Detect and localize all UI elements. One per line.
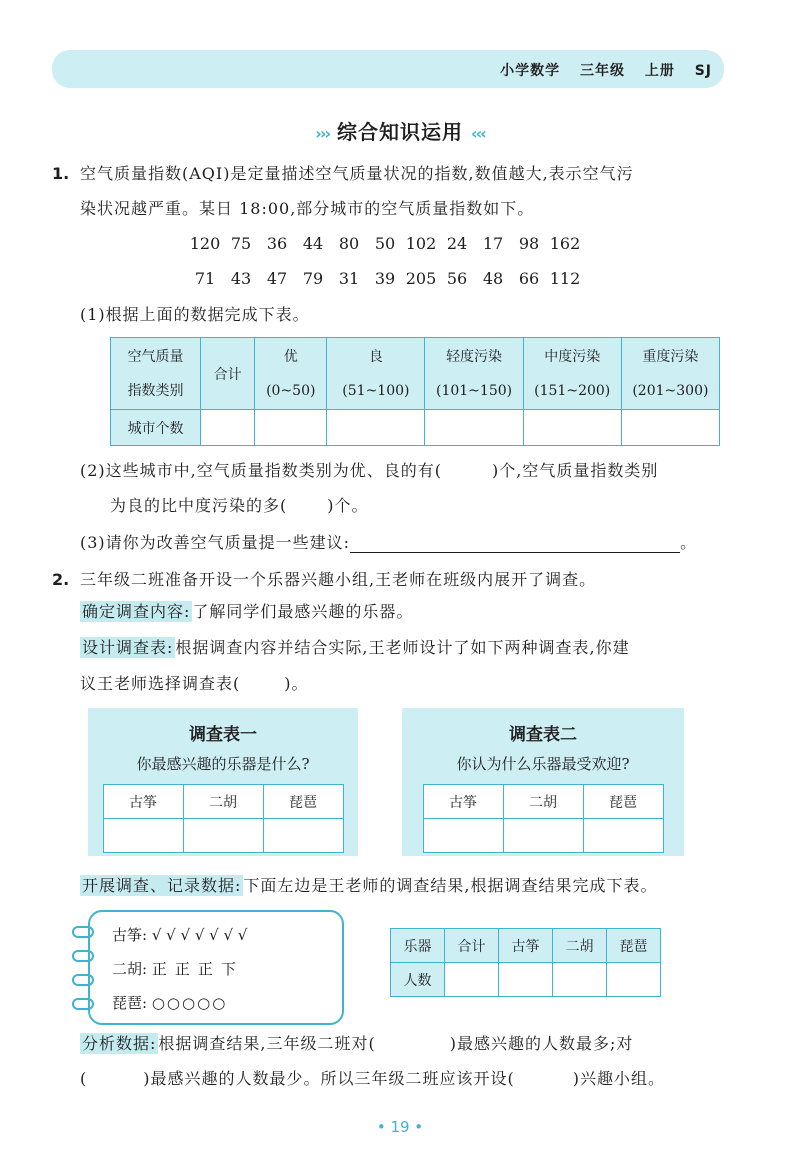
- suggestion-answer-line[interactable]: [350, 537, 680, 553]
- q2-number: 2.: [52, 570, 70, 589]
- q2-step2: [80, 638, 630, 658]
- check-marks: √ √ √ √ √ √ √: [151, 926, 248, 944]
- step-text: 议王老师选择调查表(: [80, 674, 241, 693]
- aqi-value: 44: [302, 234, 324, 253]
- col-header-total: 合计: [445, 929, 499, 963]
- form-answer-cell[interactable]: [503, 819, 583, 853]
- step-text: 根据调查内容并结合实际,王老师设计了如下两种调查表,你建: [175, 638, 630, 657]
- form-answer-cell[interactable]: [583, 819, 663, 853]
- q1-part3-end: 。: [680, 533, 698, 552]
- record-label: 古筝:: [112, 926, 148, 944]
- form-title: 调查表二: [509, 725, 577, 745]
- aqi-value: 79: [302, 269, 324, 288]
- answer-cell-moderate[interactable]: [523, 410, 621, 446]
- form-table: [103, 784, 344, 853]
- aqi-value: 71: [194, 269, 216, 288]
- aqi-value: 47: [266, 269, 288, 288]
- q1-part3-text: (3)请你为改善空气质量提一些建议:: [80, 533, 351, 552]
- form-answer-cell[interactable]: [423, 819, 503, 853]
- form-col-header: 琵琶: [263, 785, 343, 819]
- record-erhu: [112, 958, 244, 979]
- step-text: 根据调查结果,三年级二班对(: [158, 1034, 376, 1053]
- spiral-ring-icon: [72, 950, 94, 962]
- step-text: 下面左边是王老师的调查结果,根据调查结果完成下表。: [243, 876, 658, 895]
- aqi-value: 36: [266, 234, 288, 253]
- record-label: 琵琶:: [112, 994, 148, 1012]
- section-title-text: 综合知识运用: [337, 120, 463, 144]
- range-light: (101~150): [425, 374, 523, 410]
- answer-cell-excellent[interactable]: [255, 410, 327, 446]
- spiral-ring-icon: [72, 998, 94, 1010]
- tally-mark: 正: [151, 960, 167, 978]
- answer-cell-heavy[interactable]: [621, 410, 719, 446]
- aqi-value: 162: [549, 234, 581, 253]
- form-answer-cell[interactable]: [103, 819, 183, 853]
- aqi-row2: [187, 269, 583, 288]
- header-info: [486, 60, 712, 80]
- section-title: [0, 116, 800, 145]
- aqi-value: 31: [338, 269, 360, 288]
- header-grade: 三年级: [579, 63, 625, 79]
- header-subject: 小学数学: [500, 63, 561, 79]
- col-header-heavy: 重度污染: [621, 338, 719, 374]
- row-header-line: 空气质量: [127, 348, 184, 365]
- chevron-right-icon: ›››: [315, 124, 330, 143]
- form-col-header: 琵琶: [583, 785, 663, 819]
- range-heavy: (201~300): [621, 374, 719, 410]
- form-table: [423, 784, 664, 853]
- record-label: 二胡:: [112, 960, 148, 978]
- answer-cell-pipa[interactable]: [607, 963, 661, 997]
- q1-part2-text: )个,空气质量指数类别: [492, 461, 659, 480]
- tally-mark: 正: [174, 960, 190, 978]
- aqi-value: 98: [518, 234, 540, 253]
- aqi-row1: [187, 234, 583, 253]
- step-label: 开展调查、记录数据:: [82, 876, 242, 895]
- tally-mark: 正: [197, 960, 213, 978]
- step-label: 确定调查内容:: [82, 602, 191, 621]
- col-header-guzheng: 古筝: [499, 929, 553, 963]
- survey-form-2: [402, 708, 684, 856]
- q1-part1: (1)根据上面的数据完成下表。: [80, 305, 310, 324]
- page-number: • 19 •: [376, 1118, 424, 1136]
- record-pipa: [112, 992, 227, 1013]
- aqi-value: 112: [549, 269, 581, 288]
- answer-cell-erhu[interactable]: [553, 963, 607, 997]
- aqi-category-table: [110, 337, 720, 446]
- aqi-value: 75: [230, 234, 252, 253]
- q1-intro-line1: 空气质量指数(AQI)是定量描述空气质量状况的指数,数值越大,表示空气污: [80, 164, 634, 183]
- instrument-count-table: [390, 928, 661, 997]
- step-text: )兴趣小组。: [572, 1069, 665, 1088]
- q1-part2-line1: [80, 461, 658, 481]
- aqi-value: 39: [374, 269, 396, 288]
- header-volume: 上册: [644, 63, 675, 79]
- col-header-moderate: 中度污染: [523, 338, 621, 374]
- form-question: 你最感兴趣的乐器是什么?: [136, 755, 310, 773]
- spiral-ring-icon: [72, 974, 94, 986]
- step-label: 分析数据:: [82, 1034, 157, 1053]
- form-answer-cell[interactable]: [183, 819, 263, 853]
- aqi-value: 17: [482, 234, 504, 253]
- aqi-value: 120: [189, 234, 221, 253]
- q1-intro-line2: 染状况越严重。某日 18:00,部分城市的空气质量指数如下。: [80, 199, 535, 218]
- form-col-header: 古筝: [423, 785, 503, 819]
- col-header-pipa: 琵琶: [607, 929, 661, 963]
- record-guzheng: [112, 924, 247, 945]
- spiral-ring-icon: [72, 926, 94, 938]
- q1-number: 1.: [52, 164, 70, 183]
- aqi-value: 48: [482, 269, 504, 288]
- form-title: 调查表一: [189, 725, 257, 745]
- form-question: 你认为什么乐器最受欢迎?: [456, 755, 630, 773]
- row-header-category: [111, 338, 201, 410]
- step-text: )最感兴趣的人数最多;对: [449, 1034, 634, 1053]
- q1-part2-text: (2)这些城市中,空气质量指数类别为优、良的有(: [80, 461, 442, 480]
- answer-cell-guzheng[interactable]: [499, 963, 553, 997]
- col-header-light: 轻度污染: [425, 338, 523, 374]
- q2-step4-line2: [80, 1069, 665, 1089]
- answer-cell-light[interactable]: [425, 410, 523, 446]
- col-header-total: 合计: [201, 338, 255, 410]
- col-header-good: 良: [327, 338, 425, 374]
- row-label-city-count: 城市个数: [111, 410, 201, 446]
- survey-form-1: [88, 708, 358, 856]
- range-good: (51~100): [327, 374, 425, 410]
- answer-cell-good[interactable]: [327, 410, 425, 446]
- circle-marks: ○○○○○: [151, 994, 228, 1012]
- row-label-people: 人数: [391, 963, 445, 997]
- step-label: 设计调查表:: [82, 638, 174, 657]
- header-edition: SJ: [694, 63, 712, 79]
- col-header-excellent: 优: [255, 338, 327, 374]
- chevron-left-icon: ‹‹‹: [470, 124, 485, 143]
- aqi-value: 102: [405, 234, 437, 253]
- step-text: (: [80, 1069, 88, 1088]
- answer-cell-total[interactable]: [445, 963, 499, 997]
- step-text: 了解同学们最感兴趣的乐器。: [192, 602, 414, 621]
- answer-cell-total[interactable]: [201, 410, 255, 446]
- aqi-value: 66: [518, 269, 540, 288]
- aqi-value: 56: [446, 269, 468, 288]
- q2-step2-line2: [80, 674, 309, 694]
- range-excellent: (0~50): [255, 374, 327, 410]
- row-header-line: 指数类别: [127, 382, 184, 399]
- q2-intro: 三年级二班准备开设一个乐器兴趣小组,王老师在班级内展开了调查。: [80, 570, 597, 589]
- aqi-value: 205: [405, 269, 437, 288]
- q2-step3: [80, 876, 658, 896]
- q1-part3: [80, 533, 697, 553]
- q2-step1: [80, 602, 413, 622]
- step-text: )。: [284, 674, 309, 693]
- range-moderate: (151~200): [523, 374, 621, 410]
- step-text: )最感兴趣的人数最少。所以三年级二班应该开设(: [143, 1069, 515, 1088]
- aqi-value: 50: [374, 234, 396, 253]
- q1-part2-text: 为良的比中度污染的多(: [110, 496, 288, 515]
- aqi-value: 43: [230, 269, 252, 288]
- q1-part2-text: )个。: [327, 496, 369, 515]
- aqi-value: 24: [446, 234, 468, 253]
- q1-part2-line2: [110, 496, 369, 516]
- form-col-header: 二胡: [503, 785, 583, 819]
- q2-step4: [80, 1034, 633, 1054]
- aqi-value: 80: [338, 234, 360, 253]
- form-answer-cell[interactable]: [263, 819, 343, 853]
- tally-mark: 下: [220, 960, 236, 978]
- form-col-header: 二胡: [183, 785, 263, 819]
- form-col-header: 古筝: [103, 785, 183, 819]
- col-header-erhu: 二胡: [553, 929, 607, 963]
- col-header-instrument: 乐器: [391, 929, 445, 963]
